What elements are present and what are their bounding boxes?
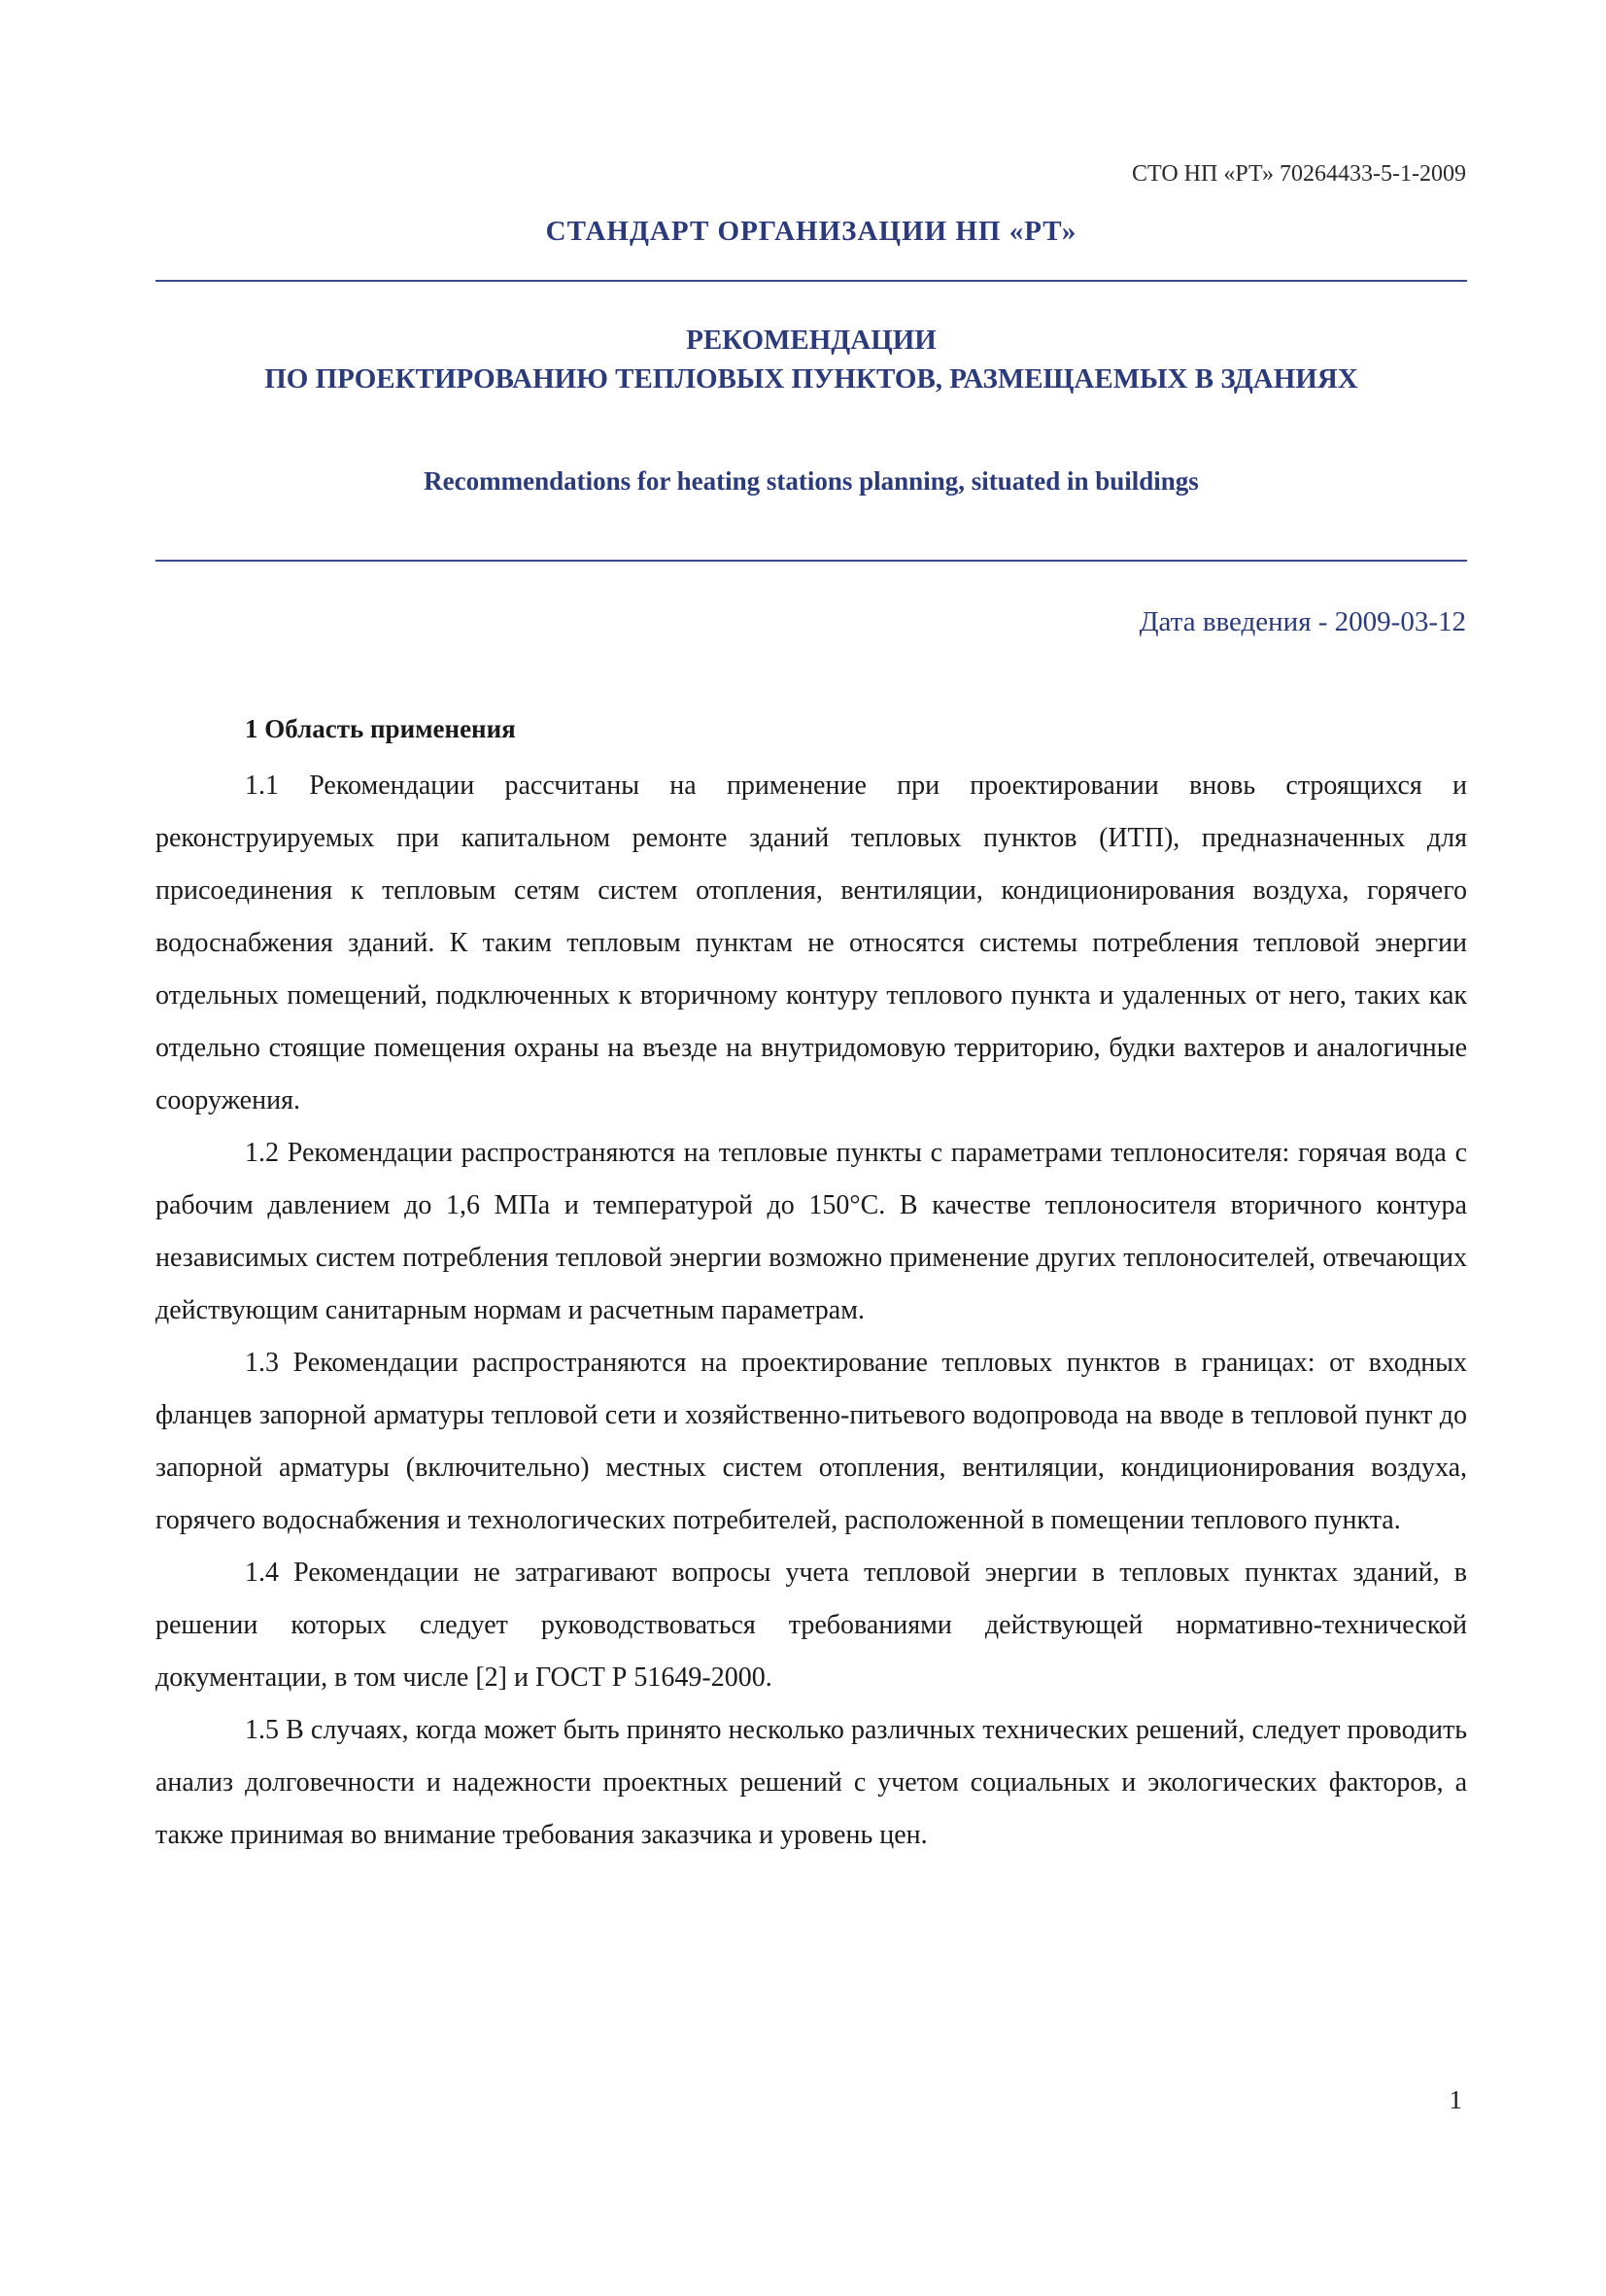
paragraph-1-5: 1.5 В случаях, когда может быть принято несколько различных технических решений, следует проводить анализ долговечности и надежности проектных решений с учетом социальных и экологических факторов, а также принимая во внимание требования заказчика и уровень цен. xyxy=(155,1715,1467,1850)
page-number: 1 xyxy=(1449,2085,1462,2114)
section-body xyxy=(155,760,1467,1862)
paragraph-1-1: 1.1 Рекомендации рассчитаны на применение при проектировании вновь строящихся и реконструируемых при капитальном ремонте зданий тепловых пунктов (ИТП), предназначенных для присоединения к тепловым сетям систем отопления, вентиляции, кондиционирования воздуха, горячего водоснабжения зданий. К таким тепловым пунктам не относятся системы потребления тепловой энергии отдельных помещений, подключенных к вторичному контуру теплового пункта и удаленных от него, таких как отдельно стоящие помещения охраны на въезде на внутридомовую территорию, будки вахтеров и аналогичные сооружения. xyxy=(155,771,1467,1115)
title-divider xyxy=(155,560,1467,562)
document-code: СТО НП «РТ» 70264433-5-1-2009 xyxy=(1131,161,1466,187)
english-title: Recommendations for heating stations planning, situated in buildings xyxy=(424,466,1199,496)
main-title-line-1: РЕКОМЕНДАЦИИ xyxy=(686,325,937,356)
introduction-date: Дата введения - 2009-03-12 xyxy=(1139,606,1466,637)
paragraph-1-2: 1.2 Рекомендации распространяются на тепловые пункты с параметрами теплоносителя: горячая вода с рабочим давлением до 1,6 МПа и температурой до 150°С. В качестве теплоносителя вторичного контура независимых систем потребления тепловой энергии возможно применение других теплоносителей, отвечающих действующим санитарным нормам и расчетным параметрам. xyxy=(155,1138,1467,1325)
header-divider xyxy=(155,280,1467,282)
main-title-line-2: ПО ПРОЕКТИРОВАНИЮ ТЕПЛОВЫХ ПУНКТОВ, РАЗМЕЩАЕМЫХ В ЗДАНИЯХ xyxy=(264,363,1358,394)
paragraph-1-4: 1.4 Рекомендации не затрагивают вопросы учета тепловой энергии в тепловых пунктах зданий, в решении которых следует руководствоваться требованиями действующей нормативно-технической документации, в том числе [2] и ГОСТ Р 51649-2000. xyxy=(155,1558,1467,1693)
standard-title: СТАНДАРТ ОРГАНИЗАЦИИ НП «РТ» xyxy=(545,216,1077,247)
section-heading: 1 Область применения xyxy=(245,714,516,743)
main-title xyxy=(155,321,1467,398)
paragraph-1-3: 1.3 Рекомендации распространяются на проектирование тепловых пунктов в границах: от входных фланцев запорной арматуры тепловой сети и хозяйственно-питьевого водопровода на вводе в тепловой пункт до запорной арматуры (включительно) местных систем отопления, вентиляции, кондиционирования воздуха, горячего водоснабжения и технологических потребителей, расположенной в помещении теплового пункта. xyxy=(155,1348,1467,1535)
